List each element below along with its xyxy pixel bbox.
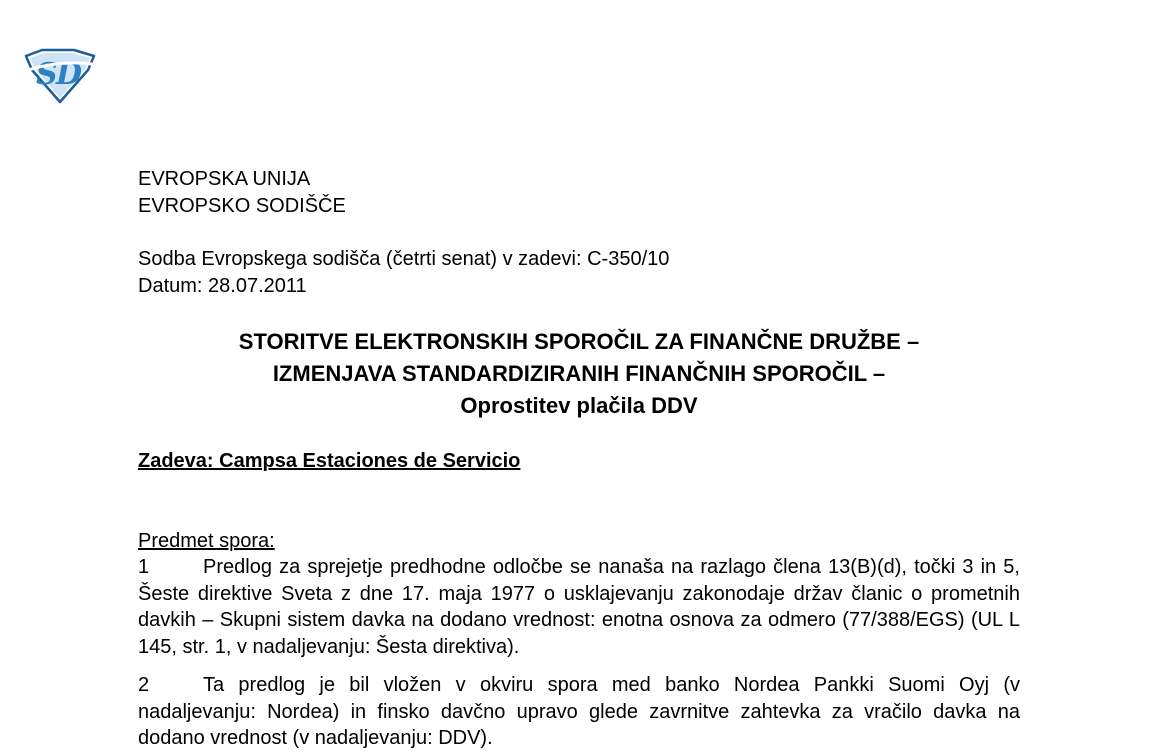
paragraph [138,554,1020,660]
subject-heading: Zadeva: Campsa Estaciones de Servicio [138,450,521,472]
paragraph-text: Ta predlog je bil vložen v okviru spora med banko Nordea Pankki Suomi Oyj (v nadaljevanju: Nordea) in finsko davčno upravo glede zavrnitve zahtevka za vračilo davka na dodano vrednost (v nadaljevanju: DDV). [138,674,1020,749]
judgment-line: Sodba Evropskega sodišča (četrti senat) v zadevi: C-350/10 [138,248,670,270]
paragraph-number: 1 [138,556,150,578]
paragraph [138,672,1020,752]
logo-icon [22,48,98,104]
section-heading: Predmet spora: [138,530,275,552]
title-line-1: STORITVE ELEKTRONSKIH SPOROČIL ZA FINANČNE DRUŽBE – [238,329,920,354]
header-line-eu: EVROPSKA UNIJA [138,168,311,190]
case-info [138,246,669,300]
title-line-2: IZMENJAVA STANDARDIZIRANIH FINANČNIH SPOROČIL – [272,361,886,386]
svg-text:D: D [56,57,83,92]
date-line: Datum: 28.07.2011 [138,275,307,297]
header-line-court: EVROPSKO SODIŠČE [138,195,346,217]
document-header [138,166,346,220]
company-logo [22,48,98,104]
title-line-3: Oprostitev plačila DDV [460,393,698,418]
document-title [138,326,1020,422]
svg-text:S: S [36,57,58,92]
paragraph-number: 2 [138,674,150,696]
paragraph-text: Predlog za sprejetje predhodne odločbe se nanaša na razlago člena 13(B)(d), točki 3 in 5, Šeste direktive Sveta z dne 17. maja 1977 o usklajevanju zakonodaje držav članic o prometnih davkih – Skupni sistem davka na dodano vrednost: enotna osnova za odmero (77/388/EGS) (UL L 145, str. 1, v nadaljevanju: Šesta direktiva). [138,556,1020,658]
